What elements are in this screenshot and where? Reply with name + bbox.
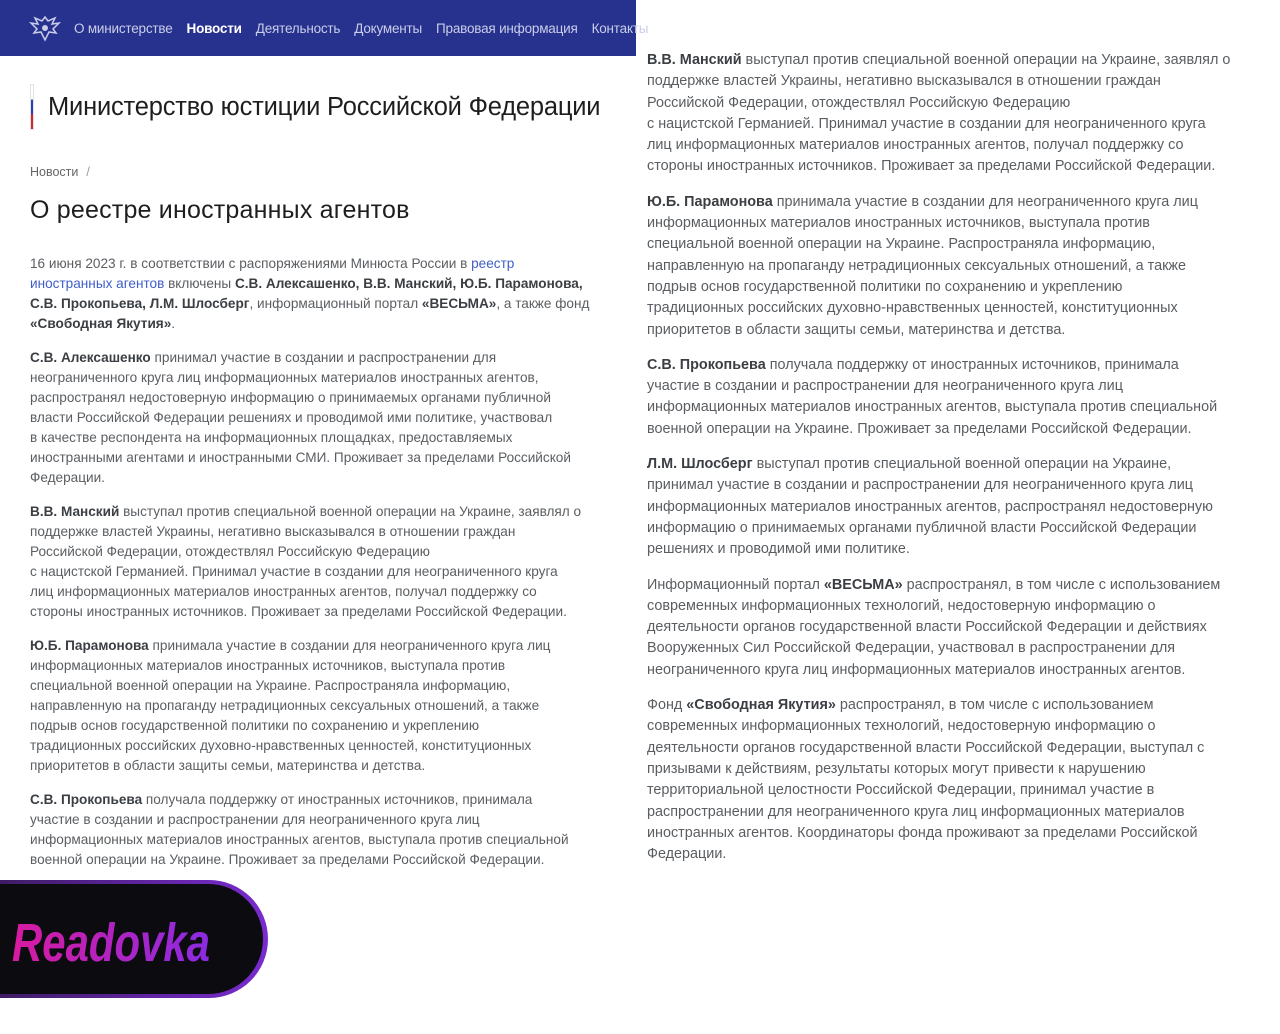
paragraph-line: Федерации. (30, 470, 105, 485)
breadcrumb-separator: / (86, 165, 90, 179)
agent-name: Ю.Б. Парамонова (30, 638, 149, 653)
paragraph-line: подрыв основ государственной политики по сохранению и укреплению (30, 718, 480, 733)
flag-stripe (30, 84, 34, 130)
top-navbar (0, 0, 649, 56)
paragraph-line: военной операции на Украине. Проживает за пределами Российской Федерации. (30, 852, 545, 867)
registry-link-cont[interactable]: иностранных агентов (30, 276, 165, 291)
article-paragraph (30, 348, 620, 488)
paragraph-line: Российской Федерации, отождествлял Российскую Федерацию (30, 544, 430, 559)
paragraph-line: распространял недостоверную информацию о принимаемых органами публичной (30, 390, 551, 405)
paragraph-line: принимала участие в создании для неограниченного круга лиц (772, 193, 1198, 210)
readovka-badge (0, 880, 268, 998)
paragraph-line: информацию о принимаемых органами публичной власти Российской Федерации (647, 519, 1197, 536)
paragraph-line: иностранных агентов. Координаторы фонда проживают за пределами Российской (647, 824, 1198, 841)
paragraph-line: современных информационных технологий, недостоверную информацию о (647, 597, 1156, 614)
paragraph-line: участие в создании и распространении для неограниченного круга лиц (30, 812, 480, 827)
agent-name: С.В. Прокопьева (30, 792, 143, 807)
paragraph-prefix: Информационный портал (647, 576, 824, 593)
paragraph-line: специальной военной операции на Украине. Распространяла информацию, (30, 678, 511, 693)
intro-end: . (171, 316, 176, 331)
article-paragraph (647, 695, 1272, 865)
article-paragraph (647, 50, 1272, 178)
article-body-right (647, 50, 1272, 879)
paragraph-line: подрыв основ государственной политики по сохранению и укреплению (647, 278, 1123, 295)
readovka-logo (12, 899, 212, 979)
article-paragraph (647, 454, 1272, 560)
paragraph-line: принимал участие в создании и распространении для (150, 350, 497, 365)
paragraph-line: информационных материалов иностранных агентов, выступала против специальной (647, 399, 1218, 416)
intro-names-cont: С.В. Прокопьева, Л.М. Шлосберг (30, 296, 250, 311)
article-paragraph (30, 502, 620, 622)
paragraph-line: лиц информационных материалов иностранных агентов, получал поддержку со (30, 584, 537, 599)
paragraph-line: поддержке властей Украины, негативно высказывался в отношении граждан (647, 73, 1161, 90)
paragraph-line: распространял, в том числе с использованием (902, 576, 1221, 593)
paragraph-line: призывами к действиям, результаты которых могут привести к нарушению (647, 760, 1146, 777)
paragraph-line: приоритетов в области защиты семьи, материнства и детства. (30, 758, 426, 773)
paragraph-line: принимала участие в создании для неограниченного круга лиц (148, 638, 551, 653)
paragraph-line: распространении для неограниченного круга лиц информационных материалов (647, 803, 1185, 820)
agent-name: В.В. Манский (647, 52, 742, 68)
paragraph-line: выступал против специальной военной операции на Украине, (752, 456, 1172, 473)
nav-item-news[interactable]: Новости (186, 20, 242, 36)
paragraph-line: лиц информационных материалов иностранных агентов, получал поддержку со (647, 137, 1184, 154)
agent-name: В.В. Манский (30, 504, 120, 519)
intro-prefix: 16 июня 2023 г. в соответствии с распоряжениями Минюста России в (30, 256, 472, 271)
paragraph-line: направленную на пропаганду нетрадиционных сексуальных отношений, а также (647, 257, 1187, 274)
paragraph-line: стороны иностранных источников. Проживает за пределами Российской Федерации. (647, 158, 1216, 175)
paragraph-line: решениях и проводимой ими политике. (647, 541, 910, 558)
paragraph-line: принимал участие в создании и распространении для неограниченного круга лиц (647, 477, 1194, 494)
paragraph-prefix: Фонд (647, 697, 687, 714)
paragraph-line: участие в создании и распространении для неограниченного круга лиц (647, 378, 1123, 395)
site-header (30, 84, 600, 130)
intro-text-3: , а также фонд (496, 296, 590, 311)
paragraph-line: неограниченного круга лиц информационных материалов иностранных агентов. (647, 661, 1186, 678)
paragraph-line: поддержке властей Украины, негативно высказывался в отношении граждан (30, 524, 516, 539)
agent-name: «ВЕСЬМА» (823, 576, 903, 593)
nav-item-activity[interactable]: Деятельность (255, 20, 341, 36)
intro-text-2: , информационный портал (249, 296, 422, 311)
paragraph-line: получала поддержку от иностранных источников, принимала (142, 792, 533, 807)
intro-paragraph (30, 254, 620, 334)
paragraph-line: с нацистской Германией. Принимал участие в создании для неограниченного круга (647, 115, 1206, 132)
paragraph-line: современных информационных технологий, недостоверную информацию о (647, 718, 1156, 735)
intro-names: С.В. Алексашенко, В.В. Манский, Ю.Б. Парамонова, (234, 276, 583, 291)
paragraph-line: власти Российской Федерации решениях и проводимой ими политике, участвовал (30, 410, 553, 425)
paragraph-line: неограниченного круга лиц информационных материалов иностранных агентов, (30, 370, 539, 385)
agent-name: Ю.Б. Парамонова (647, 193, 773, 210)
agent-name: Л.М. Шлосберг (647, 456, 753, 473)
paragraph-line: деятельности органов государственной власти Российской Федерации, выступал с (647, 739, 1205, 756)
paragraph-line: Федерации. (647, 846, 727, 863)
paragraph-line: традиционных российских духовно-нравственных ценностей, конституционных (30, 738, 532, 753)
article-paragraph (647, 575, 1272, 681)
paragraph-line: информационных материалов иностранных источников, выступала против (647, 215, 1150, 232)
paragraph-line: информационных материалов иностранных источников, выступала против (30, 658, 506, 673)
intro-portal: «ВЕСЬМА» (421, 296, 497, 311)
paragraph-line: выступал против специальной военной операции на Украине, заявлял о (119, 504, 582, 519)
left-screenshot (0, 0, 649, 880)
paragraph-line: приоритетов в области защиты семьи, материнства и детства. (647, 321, 1066, 338)
breadcrumb (30, 165, 90, 179)
paragraph-line: специальной военной операции на Украине. Распространяла информацию, (647, 236, 1156, 253)
paragraph-line: информационных материалов иностранных агентов, выступала против специальной (30, 832, 569, 847)
paragraph-line: распространял, в том числе с использованием (835, 697, 1154, 714)
article-paragraph (647, 355, 1272, 440)
left-paragraphs (30, 348, 620, 870)
site-title: Министерство юстиции Российской Федерации (48, 92, 601, 121)
article-body-left (30, 254, 620, 884)
paragraph-line: иностранными агентами и иностранными СМИ. Проживает за пределами Российской (30, 450, 571, 465)
agent-name: С.В. Алексашенко (30, 350, 151, 365)
article-paragraph (30, 790, 620, 870)
logo-text: Readovka (12, 913, 210, 973)
paragraph-line: направленную на пропаганду нетрадиционных сексуальных отношений, а также (30, 698, 540, 713)
agent-name: С.В. Прокопьева (647, 356, 766, 373)
eagle-emblem-icon[interactable] (28, 13, 62, 43)
breadcrumb-news-link[interactable]: Новости (30, 165, 79, 179)
nav-item-about[interactable]: О министерстве (74, 20, 173, 36)
paragraph-line: Вооруженных Сил Российской Федерации, участвовал в распространении для (647, 640, 1176, 657)
intro-fund: «Свободная Якутия» (30, 316, 172, 331)
page-title: О реестре иностранных агентов (30, 196, 410, 224)
intro-text: включены (164, 276, 235, 291)
paragraph-line: Российской Федерации, отождествлял Российскую Федерацию (647, 94, 1071, 111)
paragraph-line: военной операции на Украине. Проживает за пределами Российской Федерации. (647, 420, 1192, 437)
registry-link[interactable]: реестр (471, 256, 515, 271)
paragraph-line: получала поддержку от иностранных источников, принимала (765, 356, 1179, 373)
paragraph-line: деятельности органов государственной власти Российской Федерации и действиях (647, 619, 1207, 636)
paragraph-line: информационных материалов иностранных агентов, распространял недостоверную (647, 498, 1213, 515)
agent-name: «Свободная Якутия» (686, 697, 836, 714)
article-paragraph (647, 192, 1272, 341)
paragraph-line: выступал против специальной военной операции на Украине, заявлял о (741, 52, 1231, 68)
paragraph-line: традиционных российских духовно-нравственных ценностей, конституционных (647, 300, 1178, 317)
paragraph-line: с нацистской Германией. Принимал участие в создании для неограниченного круга (30, 564, 558, 579)
paragraph-line: в качестве респондента на информационных площадках, предоставляемых (30, 430, 513, 445)
paragraph-line: территориальной целостности Российской Федерации, принимал участие в (647, 782, 1155, 799)
article-paragraph (30, 636, 620, 776)
nav-item-legal-info[interactable]: Правовая информация (436, 20, 578, 36)
paragraph-line: стороны иностранных источников. Проживает за пределами Российской Федерации. (30, 604, 567, 619)
nav-item-documents[interactable]: Документы (354, 20, 423, 36)
nav-item-contacts[interactable]: Контакты (591, 20, 649, 36)
